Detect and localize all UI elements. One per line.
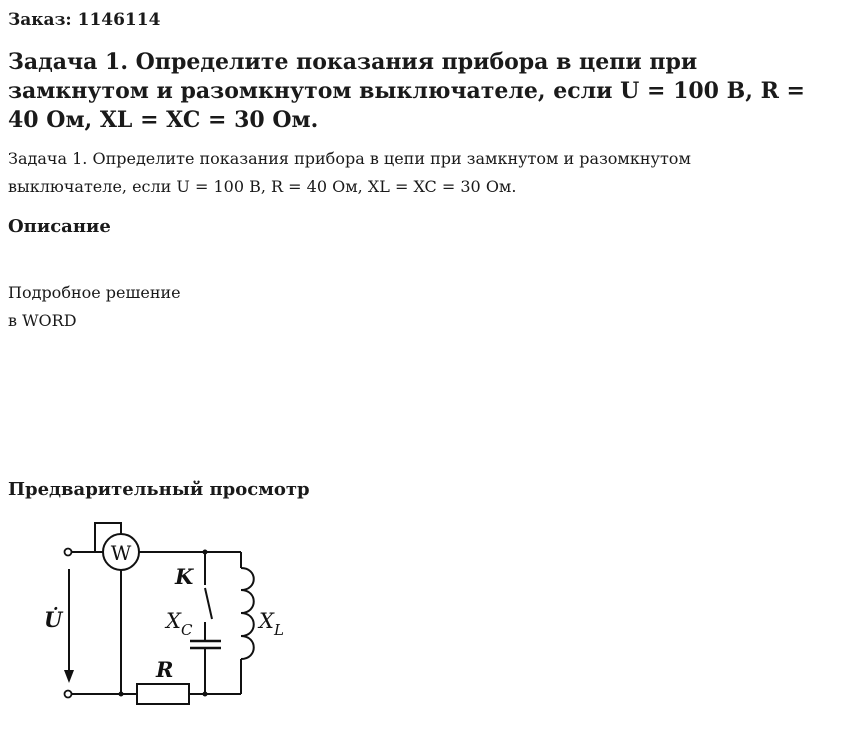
capacitor-label [164,609,193,639]
inductor-label-main: X [259,609,274,633]
task-text: Задача 1. Определите показания прибора в цепи при замкнутом и разомкнутом выключателе, если U = 100 В, R = 40 Ом, XL = XC = 30 Ом. [8,149,691,196]
description-line: Подробное решение [8,283,181,302]
terminal-bottom [65,691,72,698]
description-body [8,279,181,335]
wattmeter-label: W [110,541,132,565]
inductor-coil [241,568,254,659]
preview-heading: Предварительный просмотр [8,479,310,500]
junction-bottom [203,692,208,697]
order-number: Заказ: 1146114 [8,10,161,30]
resistor-label: R [156,657,174,682]
terminal-top [65,549,72,556]
circuit-diagram [40,515,310,715]
circuit-svg [40,515,310,715]
task-title: Задача 1. Определите показания прибора в цепи при замкнутом и разомкнутом выключателе, если U = 100 В, R = 40 Ом, XL = XC = 30 Ом. [8,49,805,133]
capacitor-label-main: X [166,609,181,633]
switch-label: K [175,564,194,589]
capacitor-label-sub: C [180,621,193,639]
description-heading: Описание [8,216,111,237]
description-line: в WORD [8,311,77,330]
inductor-label [257,609,284,639]
resistor [137,684,189,704]
voltage-label: U̇ [44,607,63,632]
junction-top [203,550,208,555]
junction-bottom-left [119,692,124,697]
inductor-label-sub: L [273,621,284,639]
switch-blade [205,588,212,619]
voltage-arrow-head [64,670,74,683]
